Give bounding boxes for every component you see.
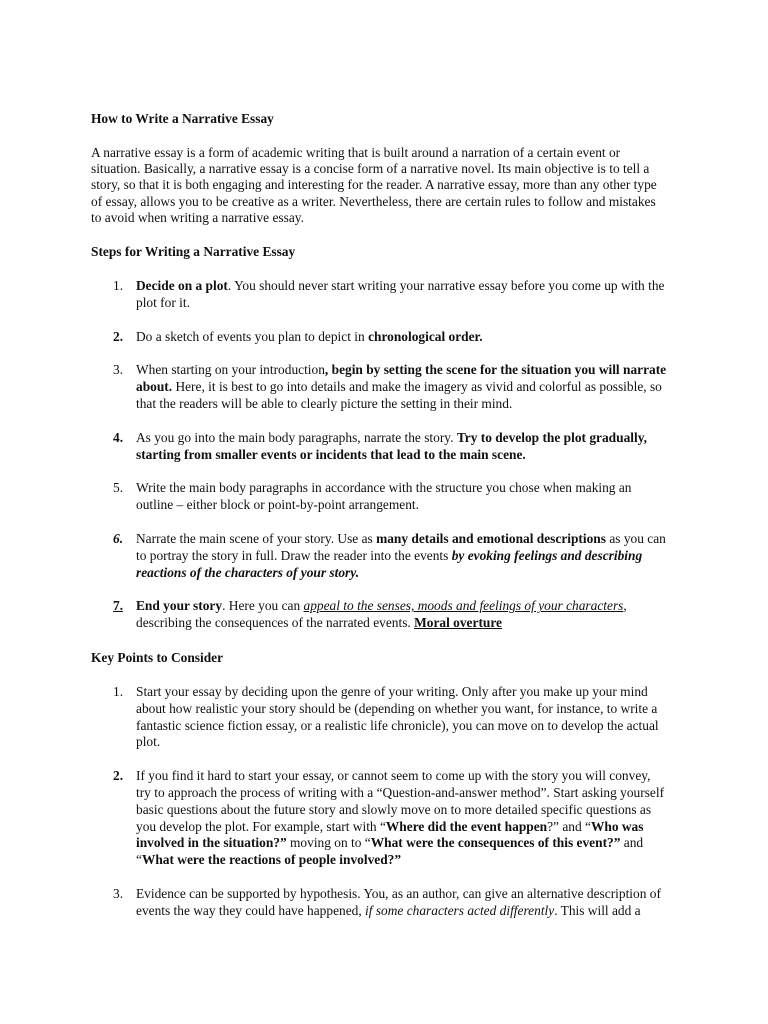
step-item <box>91 598 668 632</box>
step-emphasis: , begin by setting the scene for the situation you will narrate about. <box>136 362 667 395</box>
step-emphasis: Try to develop the plot gradually, starting from smaller events or incidents that lead to the main scene. <box>136 429 648 462</box>
step-text: , describing the consequences of the narrated events. <box>136 598 627 631</box>
step-item <box>91 278 668 312</box>
step-emphasis: End your story <box>136 598 223 614</box>
key-point-number: 1. <box>113 683 124 699</box>
step-number: 6. <box>113 530 124 546</box>
key-point-item <box>91 886 668 920</box>
step-text: . You should never start writing your narrative essay before you come up with the plot for it. <box>136 278 665 310</box>
step-item <box>91 430 668 464</box>
step-text: . Here you can <box>222 598 304 614</box>
step-item <box>91 362 668 412</box>
step-emphasis: many details and emotional descriptions <box>376 530 606 546</box>
step-text: Here, it is best to go into details and make the imagery as vivid and colorful as possible, so that the readers will be able to clearly picture the setting in their mind. <box>136 379 662 411</box>
step-text: When starting on your introduction <box>136 362 325 378</box>
steps-heading: Steps for Writing a Narrative Essay <box>91 244 296 260</box>
question-1: Where did the event happen <box>385 818 548 834</box>
key-points-heading: Key Points to Consider <box>91 649 224 665</box>
moral-overture: Moral overture <box>414 615 502 631</box>
step-number: 5. <box>113 480 124 496</box>
steps-list <box>91 278 668 632</box>
step-number: 1. <box>113 278 124 294</box>
step-number: 3. <box>113 362 124 378</box>
key-point-item <box>91 768 668 869</box>
document-title: How to Write a Narrative Essay <box>91 111 274 126</box>
step-emphasis: chronological order. <box>368 328 483 344</box>
question-4: What were the reactions of people involved?” <box>141 852 402 868</box>
step-text: As you go into the main body paragraphs, narrate the story. <box>136 429 457 445</box>
step-item <box>91 531 668 581</box>
key-point-text: ?” and “ <box>547 818 591 834</box>
key-point-number: 3. <box>113 885 124 901</box>
question-2: Who was involved in the situation?” <box>136 818 644 851</box>
key-point-italic: if some characters acted differently <box>365 902 555 918</box>
step-item <box>91 480 668 514</box>
key-point-item <box>91 684 668 751</box>
key-point-text: and “ <box>136 835 644 868</box>
intro-paragraph: A narrative essay is a form of academic writing that is built around a narration of a certain event or situation. Basically, a narrative essay is a concise form of a narrative novel. Its main objective is to tell a story, so that it is both engaging and interesting for the reader. A narrative essay, more than any other type of essay, allows you to be creative as a writer. Nevertheless, there are certain rules to follow and mistakes to avoid when writing a narrative essay. <box>91 145 657 225</box>
step-number: 4. <box>113 429 124 445</box>
step-item <box>91 329 668 346</box>
key-point-text: If you find it hard to start your essay, or cannot seem to come up with the story you will convey, try to approach the process of writing with a “Question-and-answer method”. Start asking yourself basic questions about the future story and slowly move on to more detailed specific questions as you develop the plot. For example, start with “ <box>136 768 665 834</box>
step-number: 7. <box>113 598 124 614</box>
key-points-list <box>91 684 668 920</box>
question-3: What were the consequences of this event?” <box>370 835 621 851</box>
key-point-number: 2. <box>113 768 124 784</box>
key-point-text: . This will add a <box>554 902 641 918</box>
step-emphasis-italic: by evoking feelings and describing reactions of the characters of your story. <box>136 547 643 580</box>
step-number: 2. <box>113 328 124 344</box>
step-text: as you can to portray the story in full. Draw the reader into the events <box>136 530 666 563</box>
key-point-text: moving on to “ <box>286 835 371 851</box>
step-underlined-italic: appeal to the senses, moods and feelings of your characters <box>303 598 624 614</box>
step-text: Narrate the main scene of your story. Use as <box>136 530 377 546</box>
step-text: Write the main body paragraphs in accordance with the structure you chose when making an outline – either block or point-by-point arrangement. <box>136 480 632 513</box>
step-emphasis: Decide on a plot <box>136 278 228 294</box>
key-point-text: Evidence can be supported by hypothesis. You, as an author, can give an alternative description of events the way they could have happened, <box>136 885 661 918</box>
key-point-text: Start your essay by deciding upon the genre of your writing. Only after you make up your mind about how realistic your story should be (depending on whether you want, for instance, to write a fantastic science fiction essay, or a realistic life chronicle), you can move on to develop the actual plot. <box>136 683 659 750</box>
step-text: Do a sketch of events you plan to depict in <box>136 328 369 344</box>
